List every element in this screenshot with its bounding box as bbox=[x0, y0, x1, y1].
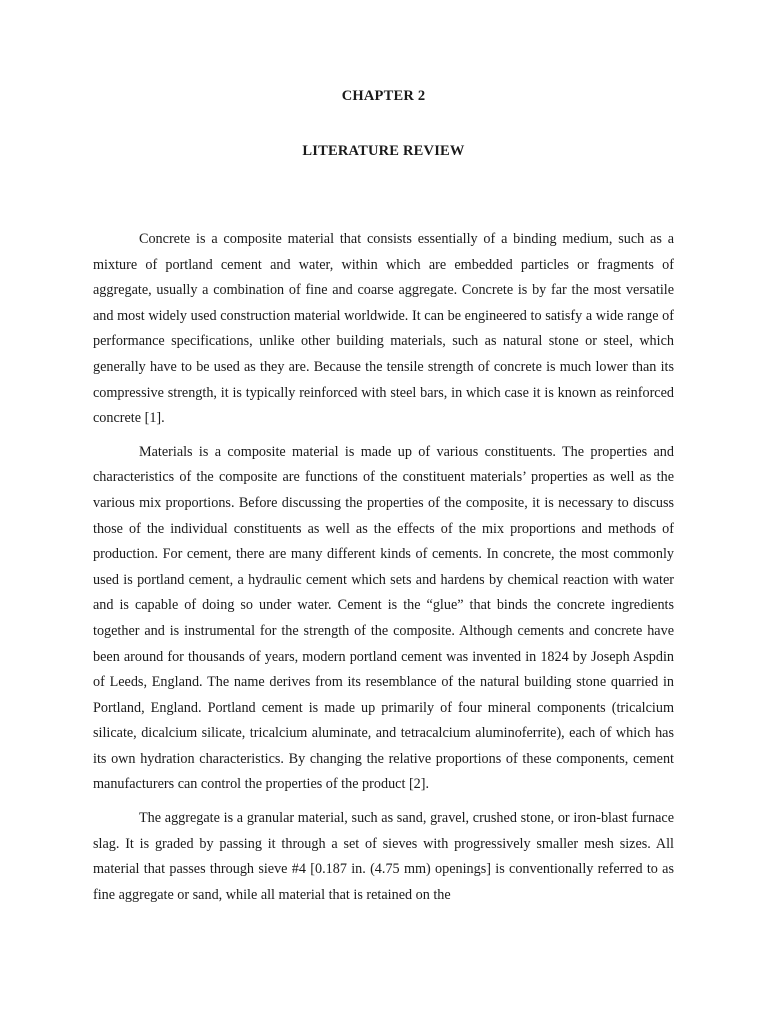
paragraph-2: Materials is a composite material is made up of various constituents. The properties and characteristics of the composite are functions of the constituent materials’ properties as well as the various mix proportions. Before discussing the properties of the composite, it is necessary to discuss those of the individual constituents as well as the effects of the mix proportions and methods of production. For cement, there are many different kinds of cements. In concrete, the most commonly used is portland cement, a hydraulic cement which sets and hardens by chemical reaction with water and is capable of doing so under water. Cement is the “glue” that binds the concrete ingredients together and is instrumental for the strength of the composite. Although cements and concrete have been around for thousands of years, modern portland cement was invented in 1824 by Joseph Aspdin of Leeds, England. The name derives from its resemblance of the natural building stone quarried in Portland, England. Portland cement is made up primarily of four mineral components (tricalcium silicate, dicalcium silicate, tricalcium aluminate, and tetracalcium aluminoferrite), each of which has its own hydration characteristics. By changing the relative proportions of these components, cement manufacturers can control the properties of the product [2]. bbox=[93, 443, 674, 793]
chapter-heading: CHAPTER 2 bbox=[341, 88, 426, 104]
body-text bbox=[93, 227, 674, 908]
section-title: LITERATURE REVIEW bbox=[302, 143, 465, 159]
paragraph-1: Concrete is a composite material that consists essentially of a binding medium, such as a mixture of portland cement and water, within which are embedded particles or fragments of aggregate, usually a combination of fine and coarse aggregate. Concrete is by far the most versatile and most widely used construction material worldwide. It can be engineered to satisfy a wide range of performance specifications, unlike other building materials, such as natural stone or steel, which generally have to be used as they are. Because the tensile strength of concrete is much lower than its compressive strength, it is typically reinforced with steel bars, in which case it is known as reinforced concrete [1]. bbox=[93, 231, 674, 427]
paragraph-3: The aggregate is a granular material, such as sand, gravel, crushed stone, or iron-blast furnace slag. It is graded by passing it through a set of sieves with progressively smaller mesh sizes. All material that passes through sieve #4 [0.187 in. (4.75 mm) openings] is conventionally referred to as fine aggregate or sand, while all material that is retained on the bbox=[93, 810, 674, 903]
